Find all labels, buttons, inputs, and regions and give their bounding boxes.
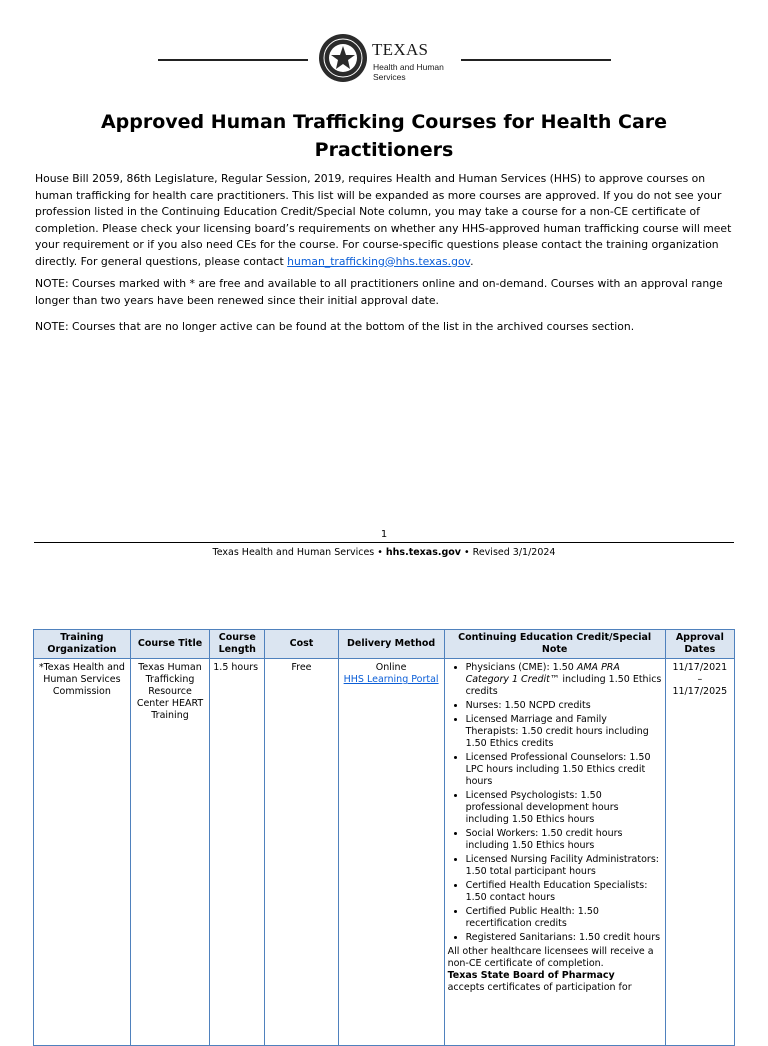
list-item [466, 662, 662, 698]
cell-delivery [338, 659, 444, 1046]
intro-text: House Bill 2059, 86th Legislature, Regular Session, 2019, requires Health and Human Services (HHS) to approve courses on human trafficking for health care practitioners. This list will be expanded as more courses are approved. If you do not see your profession listed in the Continuing Education Credit/Special Note column, you may take a course for a non-CE certificate of completion. Please check your licensing board’s requirements on whether any HHS-approved human trafficking course will meet your requirement or if you also need CEs for the course. For course-specific questions please contact the training organization directly. For general questions, please contact [35, 172, 732, 268]
list-item: • Social Workers: 1.50 credit hours including 1.50 Ethics hours [466, 828, 662, 852]
header-rule-left [158, 59, 308, 61]
page-footer [0, 547, 768, 558]
brand-title: TEXAS [372, 40, 429, 59]
pharmacy-text: accepts certificates of participation for [447, 982, 632, 993]
header-cost: Cost [265, 630, 338, 659]
list-item: • Licensed Psychologists: 1.50 professional development hours including 1.50 Ethics hours [466, 790, 662, 826]
credit-physicians-post: including 1.50 Ethics credits [465, 674, 662, 697]
footer-text-after: • Revised 3/1/2024 [461, 547, 556, 558]
list-item: • Licensed Nursing Facility Administrators: 1.50 total participant hours [466, 854, 662, 878]
header-rule-right [461, 59, 611, 61]
header-course-length: Course Length [210, 630, 265, 659]
list-item: • Nurses: 1.50 NCPD credits [466, 700, 662, 712]
credit-physicians-pre: Physicians (CME): 1.50 [465, 662, 577, 673]
cell-cost: Free [265, 659, 338, 1046]
list-item: • Certified Health Education Specialists: 1.50 contact hours [466, 880, 662, 904]
date-separator: – [697, 674, 703, 685]
intro-end: . [470, 254, 474, 268]
header-course-title: Course Title [130, 630, 209, 659]
courses-table [33, 629, 735, 1046]
pharmacy-board: Texas State Board of Pharmacy [447, 970, 615, 981]
cell-course-title: Texas Human Trafficking Resource Center HEART Training [130, 659, 209, 1046]
footer-rule [34, 542, 734, 543]
header-delivery-method: Delivery Method [338, 630, 444, 659]
intro-paragraph [35, 171, 735, 270]
cell-credits [444, 659, 665, 1046]
date-start: 11/17/2021 [672, 662, 728, 673]
note-archived-courses: NOTE: Courses that are no longer active can be found at the bottom of the list in the archived courses section. [35, 320, 635, 333]
footer-text-before: Texas Health and Human Services • [212, 547, 386, 558]
list-item: • Licensed Professional Counselors: 1.50 LPC hours including 1.50 Ethics credit hours [466, 752, 662, 788]
list-item: • Registered Sanitarians: 1.50 credit hours [466, 932, 662, 944]
brand-subtitle: Health and Human Services [373, 62, 444, 82]
list-item: • Certified Public Health: 1.50 recertification credits [466, 906, 662, 930]
header-ce-credit: Continuing Education Credit/Special Note [444, 630, 665, 659]
credit-note: All other healthcare licensees will receive a non-CE certificate of completion. [447, 946, 654, 969]
hhs-learning-portal-link[interactable]: HHS Learning Portal [343, 674, 439, 685]
page-number: 1 [380, 529, 388, 540]
pharmacy-note [448, 970, 662, 994]
header-training-organization: Training Organization [34, 630, 131, 659]
texas-seal-icon [318, 33, 368, 83]
credit-physicians-italic: AMA PRA Category 1 Credit™ [465, 662, 620, 685]
table-header-row [34, 630, 735, 659]
note-free-courses: NOTE: Courses marked with * are free and available to all practitioners online and on-demand. Courses with an approval range longer than two years have been renewed since their initial approval date. [35, 277, 723, 307]
list-item: • Licensed Marriage and Family Therapists: 1.50 credit hours including 1.50 Ethics credits [466, 714, 662, 750]
header-logo-row [0, 30, 768, 90]
credit-list [448, 662, 662, 944]
footer-site: hhs.texas.gov [385, 547, 462, 558]
header-approval-dates: Approval Dates [665, 630, 734, 659]
table-row [34, 659, 735, 1046]
date-end: 11/17/2025 [672, 686, 728, 697]
delivery-method: Online [375, 662, 407, 673]
page-title: Approved Human Trafficking Courses for Health Care Practitioners [100, 111, 668, 161]
cell-approval-dates [665, 659, 734, 1046]
contact-email-link[interactable]: human_trafficking@hhs.texas.gov [287, 254, 471, 268]
cell-organization: *Texas Health and Human Services Commission [34, 659, 131, 1046]
cell-course-length: 1.5 hours [210, 659, 265, 1046]
